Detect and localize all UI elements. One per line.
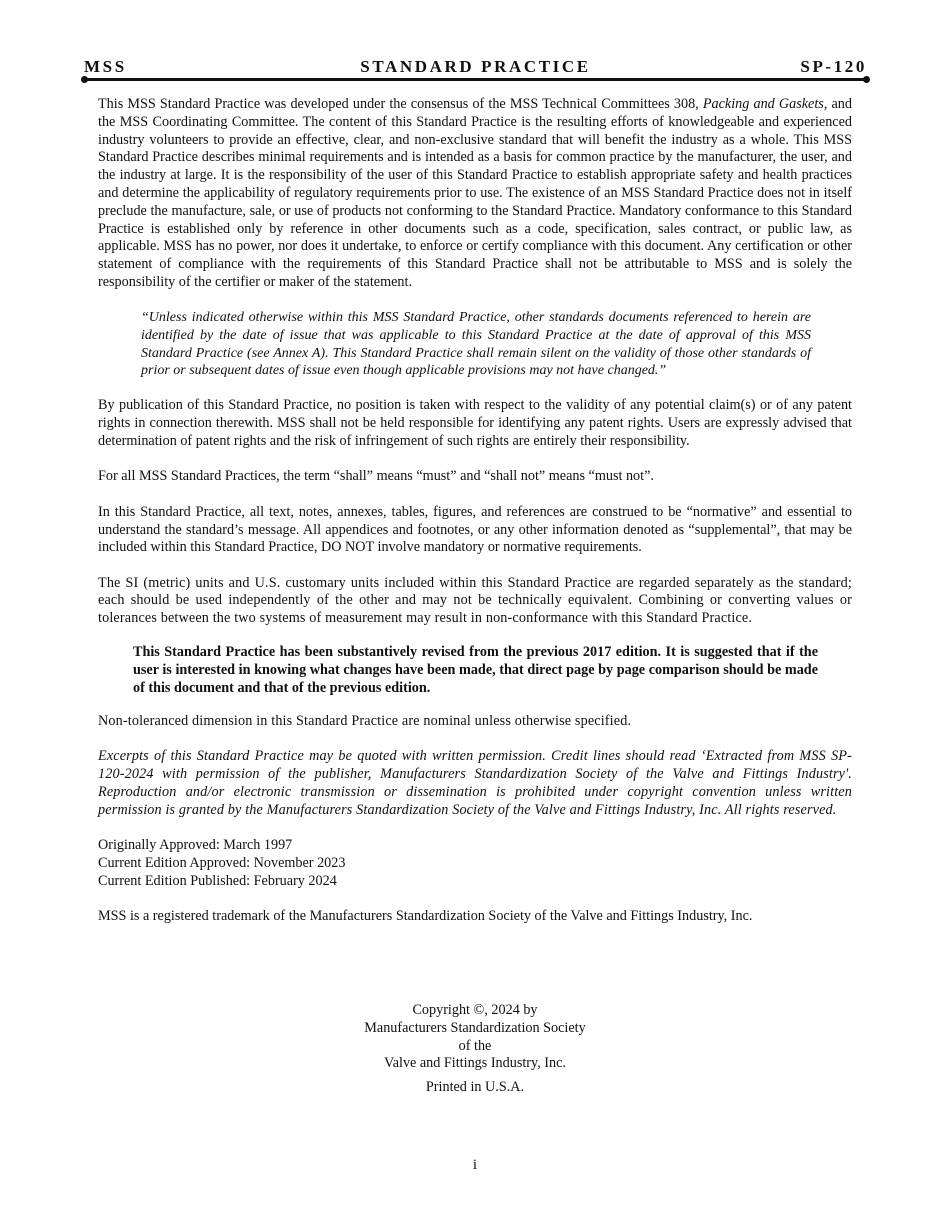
intro-paragraph	[98, 96, 852, 292]
printed-in: Printed in U.S.A.	[425, 1079, 525, 1096]
committee-name: Packing and Gaskets	[702, 96, 824, 112]
non-toleranced-paragraph: Non-toleranced dimension in this Standard Practice are nominal unless otherwise specified.	[98, 713, 632, 730]
revision-notice: This Standard Practice has been substantively revised from the previous 2017 edition. It is suggested that if the user is interested in knowing what changes have been made, that direct page by page comparison should be made of this document and that of the previous edition.	[133, 644, 818, 697]
trademark-paragraph: MSS is a registered trademark of the Manufacturers Standardization Society of the Valve and Fittings Industry, Inc.	[98, 908, 753, 925]
originally-approved: Originally Approved: March 1997	[98, 837, 293, 854]
copyright-line-4: Valve and Fittings Industry, Inc.	[384, 1055, 566, 1072]
header-org: MSS	[84, 57, 127, 76]
page-number: i	[472, 1157, 478, 1173]
page-body	[98, 96, 852, 926]
current-edition-approved: Current Edition Approved: November 2023	[98, 855, 346, 872]
current-edition-published: Current Edition Published: February 2024	[98, 872, 337, 889]
shall-definition-paragraph: For all MSS Standard Practices, the term “shall” means “must” and “shall not” means “must not”.	[98, 468, 654, 485]
intro-text-end: , and the MSS Coordinating Committee. The content of this Standard Practice is the resulting efforts of knowledgeable and experienced industry volunteers to provide an effective, clear, and non-exclusive standard that will benefit the industry as a whole. This MSS Standard Practice describes minimal requirements and is intended as a basis for common practice by the manufacturer, the user, and the industry at large. It is the responsibility of the user of this Standard Practice to establish appropriate safety and health practices and determine the applicability of regulatory requirements prior to use. The existence of an MSS Standard Practice does not in itself preclude the manufacture, sale, or use of products not conforming to the Standard Practice. Mandatory conformance to this Standard Practice is established only by reference in other documents such as a code, specification, sales contract, or public law, as applicable. MSS has no power, nor does it undertake, to enforce or certify compliance with this document. Any certification or other statement of compliance with the requirements of this Standard Practice shall not be attributable to MSS and is solely the responsibility of the certifier or maker of the statement.	[98, 96, 852, 290]
copyright-line-2: Manufacturers Standardization Society	[364, 1019, 586, 1036]
normative-paragraph: In this Standard Practice, all text, notes, annexes, tables, figures, and references are construed to be “normative” and essential to understand the standard’s message. All appendices and footnotes, or any other information denoted as “supplemental”, that may be included within this Standard Practice, DO NOT involve mandatory or normative requirements.	[98, 503, 852, 556]
excerpts-paragraph: Excerpts of this Standard Practice may be quoted with written permission. Credit lines should read ‘Extracted from MSS SP-120-2024 with permission of the publisher, Manufacturers Standardization Society of the Valve and Fittings Industry'. Reproduction and/or electronic transmission or dissemination is prohibited under copyright convention unless written permission is granted by the Manufacturers Standardization Society of the Valve and Fittings Industry, Inc. All rights reserved.	[98, 748, 852, 818]
referenced-standards-quote: “Unless indicated otherwise within this MSS Standard Practice, other standards documents referenced to herein are identified by the date of issue that was applicable to this Standard Practice at the date of approval of this MSS Standard Practice (see Annex A). This Standard Practice shall remain silent on the validity of those other standards of prior or subsequent dates of issue even though applicable provisions may not have changed.”	[141, 310, 811, 379]
units-paragraph: The SI (metric) units and U.S. customary units included within this Standard Practice are regarded separately as the standard; each should be used independently of the other and may not be technically equivalent. Combining or converting values or tolerances between the two systems of measurement may result in non-conformance with this Standard Practice.	[98, 574, 852, 627]
header-rule	[84, 78, 867, 81]
intro-text-start: This MSS Standard Practice was developed under the consensus of the MSS Technical Committees 308,	[98, 96, 703, 112]
copyright-block	[0, 1002, 950, 1097]
patent-paragraph: By publication of this Standard Practice, no position is taken with respect to the validity of any potential claim(s) or of any patent rights in connection therewith. MSS shall not be held responsible for identifying any patent rights. Users are expressly advised that determination of patent rights and the risk of infringement of such rights are entirely their responsibility.	[98, 397, 852, 449]
copyright-line-3: of the	[458, 1037, 492, 1054]
copyright-line-1: Copyright ©, 2024 by	[412, 1002, 538, 1018]
page-header	[84, 57, 867, 79]
approval-dates	[98, 837, 852, 890]
header-title: STANDARD PRACTICE	[360, 57, 591, 76]
header-doc-number: SP-120	[800, 57, 867, 76]
